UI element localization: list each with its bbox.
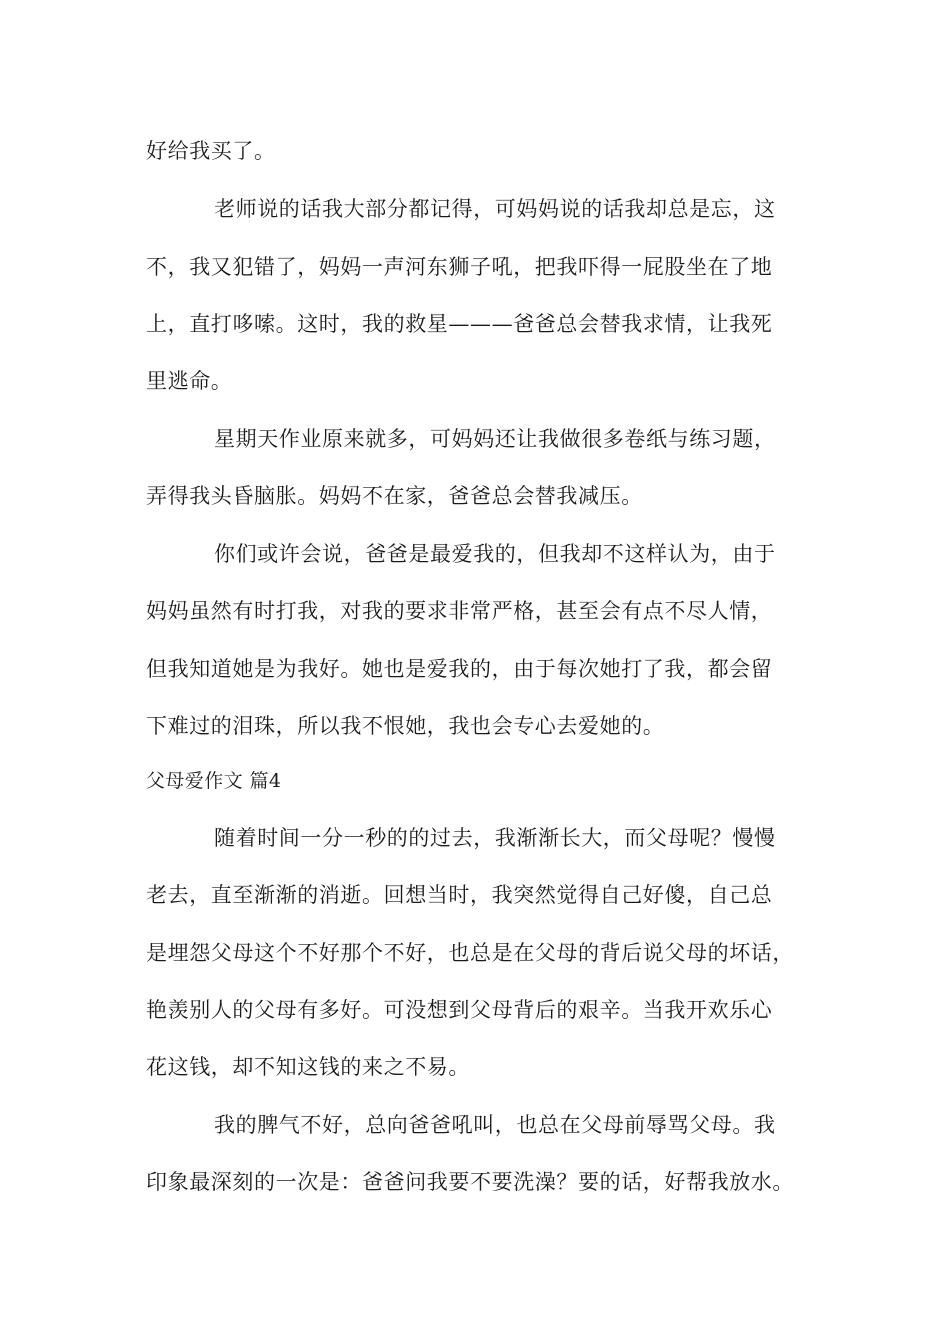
paragraph-first-line: 老师说的话我大部分都记得，可妈妈说的话我却总是忘，这 bbox=[214, 197, 776, 221]
text-line: 老去，直至渐渐的消逝。回想当时，我突然觉得自己好傻，自己总 bbox=[146, 883, 773, 907]
text-line: 印象最深刻的一次是：爸爸问我要不要洗澡？要的话，好帮我放水。 bbox=[146, 1170, 794, 1194]
text-line: 艳羡别人的父母有多好。可没想到父母背后的艰辛。当我开欢乐心 bbox=[146, 998, 773, 1022]
text-line: 但我知道她是为我好。她也是爱我的，由于每次她打了我，都会留 bbox=[146, 657, 773, 681]
text-line: 是埋怨父母这个不好那个不好，也总是在父母的背后说父母的坏话， bbox=[146, 941, 794, 965]
text-line: 下难过的泪珠，所以我不恨她，我也会专心去爱她的。 bbox=[146, 714, 665, 738]
text-line: 妈妈虽然有时打我，对我的要求非常严格，甚至会有点不尽人情， bbox=[146, 599, 773, 623]
paragraph-first-line: 你们或许会说，爸爸是最爱我的，但我却不这样认为，由于 bbox=[214, 542, 776, 566]
paragraph-first-line: 星期天作业原来就多，可妈妈还让我做很多卷纸与练习题， bbox=[214, 427, 776, 451]
paragraph-first-line: 随着时间一分一秒的的过去，我渐渐长大，而父母呢？慢慢 bbox=[214, 826, 776, 850]
text-line: 不，我又犯错了，妈妈一声河东狮子吼，把我吓得一屁股坐在了地 bbox=[146, 255, 773, 279]
text-line: 好给我买了。 bbox=[146, 139, 276, 163]
text-line: 里逃命。 bbox=[146, 369, 233, 393]
text-line: 上，直打哆嗦。这时，我的救星———爸爸总会替我求情，让我死 bbox=[146, 312, 773, 336]
text-line: 弄得我头昏脑胀。妈妈不在家，爸爸总会替我减压。 bbox=[146, 484, 643, 508]
paragraph-first-line: 我的脾气不好，总向爸爸吼叫，也总在父母前辱骂父母。我 bbox=[214, 1113, 776, 1137]
section-heading: 父母爱作文 篇4 bbox=[146, 770, 282, 792]
text-line: 花这钱，却不知这钱的来之不易。 bbox=[146, 1055, 470, 1079]
